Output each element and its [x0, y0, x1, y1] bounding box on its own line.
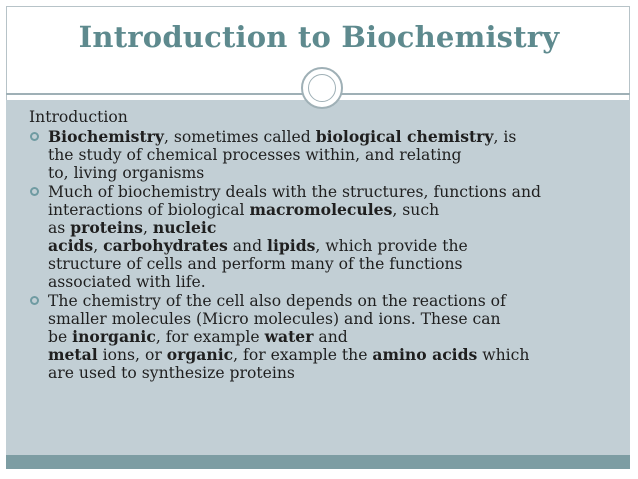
text-run: interactions of biological: [48, 201, 250, 219]
bullet-line: [48, 146, 619, 164]
bold-term: carbohydrates: [103, 236, 228, 255]
text-run: are used to synthesize proteins: [48, 364, 295, 382]
bold-term: metal: [48, 345, 98, 364]
bottom-bar: [6, 455, 630, 469]
bold-term: macromolecules: [249, 200, 393, 219]
bold-term: lipids: [267, 236, 316, 255]
text-run: and: [313, 328, 348, 346]
bold-term: biological chemistry: [315, 127, 494, 146]
text-run: ions, or: [97, 346, 167, 364]
bold-term: proteins: [70, 218, 143, 237]
bullet-line: [48, 328, 619, 346]
bullet-line: [48, 164, 619, 182]
bullet-icon: [30, 132, 39, 141]
text-run: associated with life.: [48, 273, 206, 291]
bullet-line: [48, 346, 619, 364]
bullet-line: [48, 364, 619, 382]
text-run: , is: [493, 128, 517, 146]
text-run: , such: [392, 201, 440, 219]
text-run: as: [48, 219, 71, 237]
bullet-line: [48, 128, 619, 146]
text-run: the study of chemical processes within, and relating: [48, 146, 462, 164]
text-run: , for example the: [233, 346, 373, 364]
bullet-icon: [30, 187, 39, 196]
text-run: ,: [142, 219, 153, 237]
bullet-line: [48, 310, 619, 328]
slide-title: Introduction to Biochemistry: [78, 20, 560, 54]
bullet-line: [48, 273, 619, 291]
text-run: to, living organisms: [48, 164, 205, 182]
intro-heading: Introduction: [29, 108, 128, 126]
bullet-icon: [30, 296, 39, 305]
text-run: The chemistry of the cell also depends on the reactions of: [48, 292, 506, 310]
bullet-list: [29, 128, 619, 382]
bullet-line: [48, 219, 619, 237]
bullet-line: [48, 183, 619, 201]
text-run: structure of cells and perform many of the functions: [48, 255, 463, 273]
bullet-line: [48, 237, 619, 255]
circle-ornament-icon: [301, 67, 343, 109]
text-run: ,: [93, 237, 104, 255]
text-run: smaller molecules (Micro molecules) and ions. These can: [48, 310, 501, 328]
bold-term: amino acids: [372, 345, 478, 364]
text-run: Much of biochemistry deals with the structures, functions and: [48, 183, 542, 201]
bullet-line: [48, 255, 619, 273]
bold-term: inorganic: [72, 327, 156, 346]
text-run: , which provide the: [315, 237, 468, 255]
text-run: which: [477, 346, 530, 364]
bullet-item: [29, 183, 619, 291]
bold-term: Biochemistry: [48, 127, 164, 146]
text-run: and: [227, 237, 268, 255]
bullet-item: [29, 128, 619, 182]
bold-term: nucleic: [152, 218, 217, 237]
text-run: , for example: [155, 328, 265, 346]
text-run: be: [48, 328, 73, 346]
slide-body: [29, 108, 619, 382]
bullet-line: [48, 292, 619, 310]
bold-term: water: [264, 327, 314, 346]
bold-term: acids: [48, 236, 94, 255]
text-run: , sometimes called: [163, 128, 316, 146]
bullet-item: [29, 292, 619, 382]
bold-term: organic: [166, 345, 234, 364]
bullet-line: [48, 201, 619, 219]
